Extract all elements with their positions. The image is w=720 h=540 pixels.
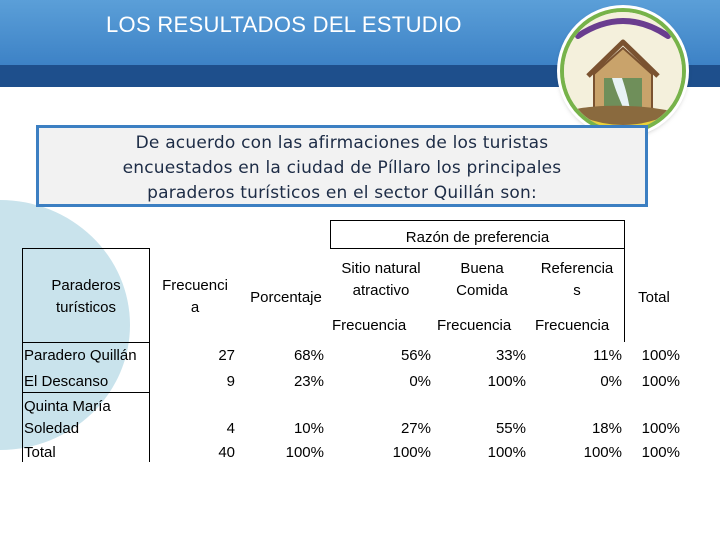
col-header-porcentaje: Porcentaje [250,289,322,306]
sub-header-frecuencia: Frecuencia [437,317,512,334]
row-label: Paradero Quillán [24,347,137,364]
col-header-referencia: Referencia [540,260,614,277]
table-line [330,220,625,221]
cell-porcentaje: 23% [293,373,324,390]
intro-line: paraderos turísticos en el sector Quillán son: [147,183,537,203]
col-header-referencia: s [573,282,581,299]
table-line [22,248,150,249]
cell-total: 100% [641,347,680,364]
cell-porcentaje: 100% [285,444,324,461]
cell-frecuencia: 4 [226,420,235,437]
cell-sitio: 56% [400,347,431,364]
cell-porcentaje: 68% [293,347,324,364]
row-label: Quinta María [24,398,111,415]
cell-porcentaje: 10% [293,420,324,437]
cell-frecuencia: 40 [218,444,235,461]
cell-frecuencia: 9 [226,373,235,390]
cell-total: 100% [641,444,680,461]
cell-sitio: 0% [409,373,431,390]
col-header-frecuencia: Frecuenci [162,277,228,294]
intro-line: De acuerdo con las afirmaciones de los turistas [135,133,549,153]
cell-buena: 55% [495,420,526,437]
table-line [330,248,625,249]
cell-sitio: 100% [392,444,431,461]
table-line [22,342,150,343]
cell-total: 100% [641,420,680,437]
col-header-sitio: Sitio natural [341,260,421,277]
sub-header-frecuencia: Frecuencia [535,317,610,334]
cell-sitio: 27% [400,420,431,437]
page-title: LOS RESULTADOS DEL ESTUDIO [106,12,462,37]
col-header-buena: Comida [456,282,508,299]
cell-referencia: 11% [593,347,622,364]
table-line [22,392,150,393]
cell-referencia: 18% [591,420,622,437]
col-header-buena: Buena [460,260,504,277]
cell-buena: 33% [495,347,526,364]
cell-buena: 100% [487,373,526,390]
row-label: El Descanso [24,373,109,390]
col-header-paraderos: Paraderos [51,277,121,294]
cell-referencia: 0% [600,373,622,390]
col-header-frecuencia: a [190,299,200,316]
row-label: Soledad [24,420,80,437]
intro-line: encuestados en la ciudad de Píllaro los principales [122,158,562,178]
row-label-total: Total [24,444,56,461]
group-header: Razón de preferencia [405,229,550,246]
sub-header-frecuencia: Frecuencia [332,317,407,334]
col-header-paraderos: turísticos [55,299,116,316]
cell-frecuencia: 27 [218,347,235,364]
cell-total: 100% [641,373,680,390]
cell-referencia: 100% [583,444,622,461]
col-header-sitio: atractivo [352,282,410,299]
cell-buena: 100% [487,444,526,461]
col-header-total: Total [638,289,670,306]
